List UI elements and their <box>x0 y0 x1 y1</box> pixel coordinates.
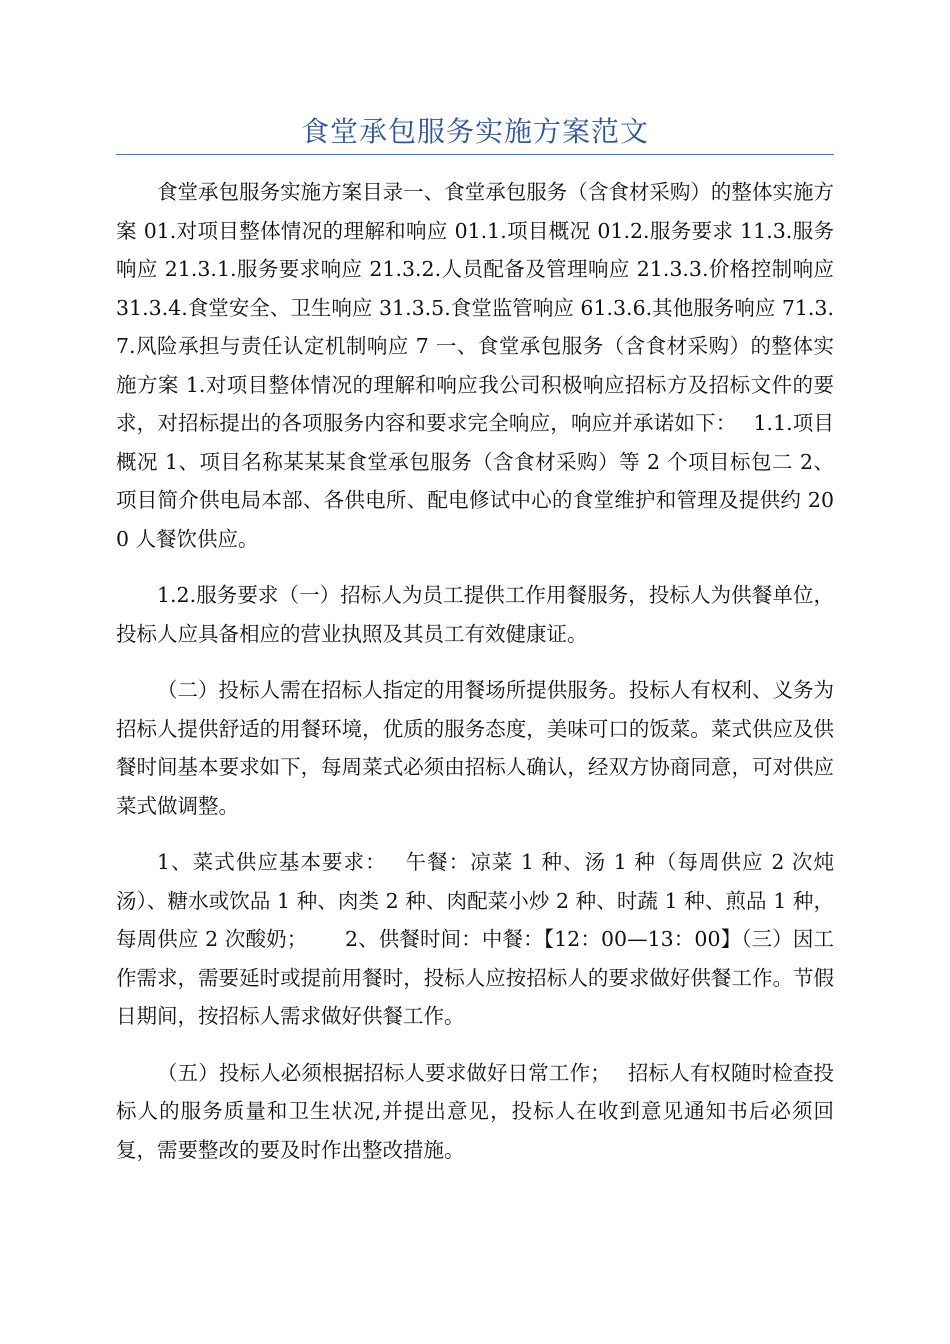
paragraph-menu-requirements: 1、菜式供应基本要求： 午餐：凉菜 1 种、汤 1 种（每周供应 2 次炖汤）、糖水或饮品 1 种、肉类 2 种、肉配菜小炒 2 种、时蔬 1 种、煎品 1 种，每周供应 2 次酸奶； 2、供餐时间：中餐：【12：00—13：00】（三）因工作需求，需要延时或提前用餐时，投标人应按招标人的要求做好供餐工作。节假日期间，按招标人需求做好供餐工作。 <box>116 850 834 1028</box>
paragraph-service-location: （二）投标人需在招标人指定的用餐场所提供服务。投标人有权利、义务为招标人提供舒适的用餐环境，优质的服务态度，美味可口的饭菜。菜式供应及供餐时间基本要求如下，每周菜式必须由招标人确认，经双方协商同意，可对供应菜式做调整。 <box>116 678 834 818</box>
document-title: 食堂承包服务实施方案范文 <box>300 115 649 148</box>
title-underline <box>116 154 834 155</box>
paragraph-daily-work: （五）投标人必须根据招标人要求做好日常工作； 招标人有权随时检查投标人的服务质量和卫生状况,并提出意见，投标人在收到意见通知书后必须回复，需要整改的要及时作出整改措施。 <box>116 1060 834 1162</box>
paragraph-service-requirements: 1.2.服务要求（一）招标人为员工提供工作用餐服务，投标人为供餐单位，投标人应具备相应的营业执照及其员工有效健康证。 <box>116 583 834 646</box>
document-body <box>116 173 834 1187</box>
paragraph-table-of-contents: 食堂承包服务实施方案目录一、食堂承包服务（含食材采购）的整体实施方案 01.对项目整体情况的理解和响应 01.1.项目概况 01.2.服务要求 11.3.服务响应 21.3.1.服务要求响应 21.3.2.人员配备及管理响应 21.3.3.价格控制响应 31.3.4.食堂安全、卫生响应 31.3.5.食堂监管响应 61.3.6.其他服务响应 71.3.7.风险承担与责任认定机制响应 7 一、食堂承包服务（含食材采购）的整体实施方案 1.对项目整体情况的理解和响应我公司积极响应招标方及招标文件的要求，对招标提出的各项服务内容和要求完全响应，响应并承诺如下： 1.1.项目概况 1、项目名称某某某食堂承包服务（含食材采购）等 2 个项目标包二 2、项目简介供电局本部、各供电所、配电修试中心的食堂维护和管理及提供约 200 人餐饮供应。 <box>116 180 834 551</box>
